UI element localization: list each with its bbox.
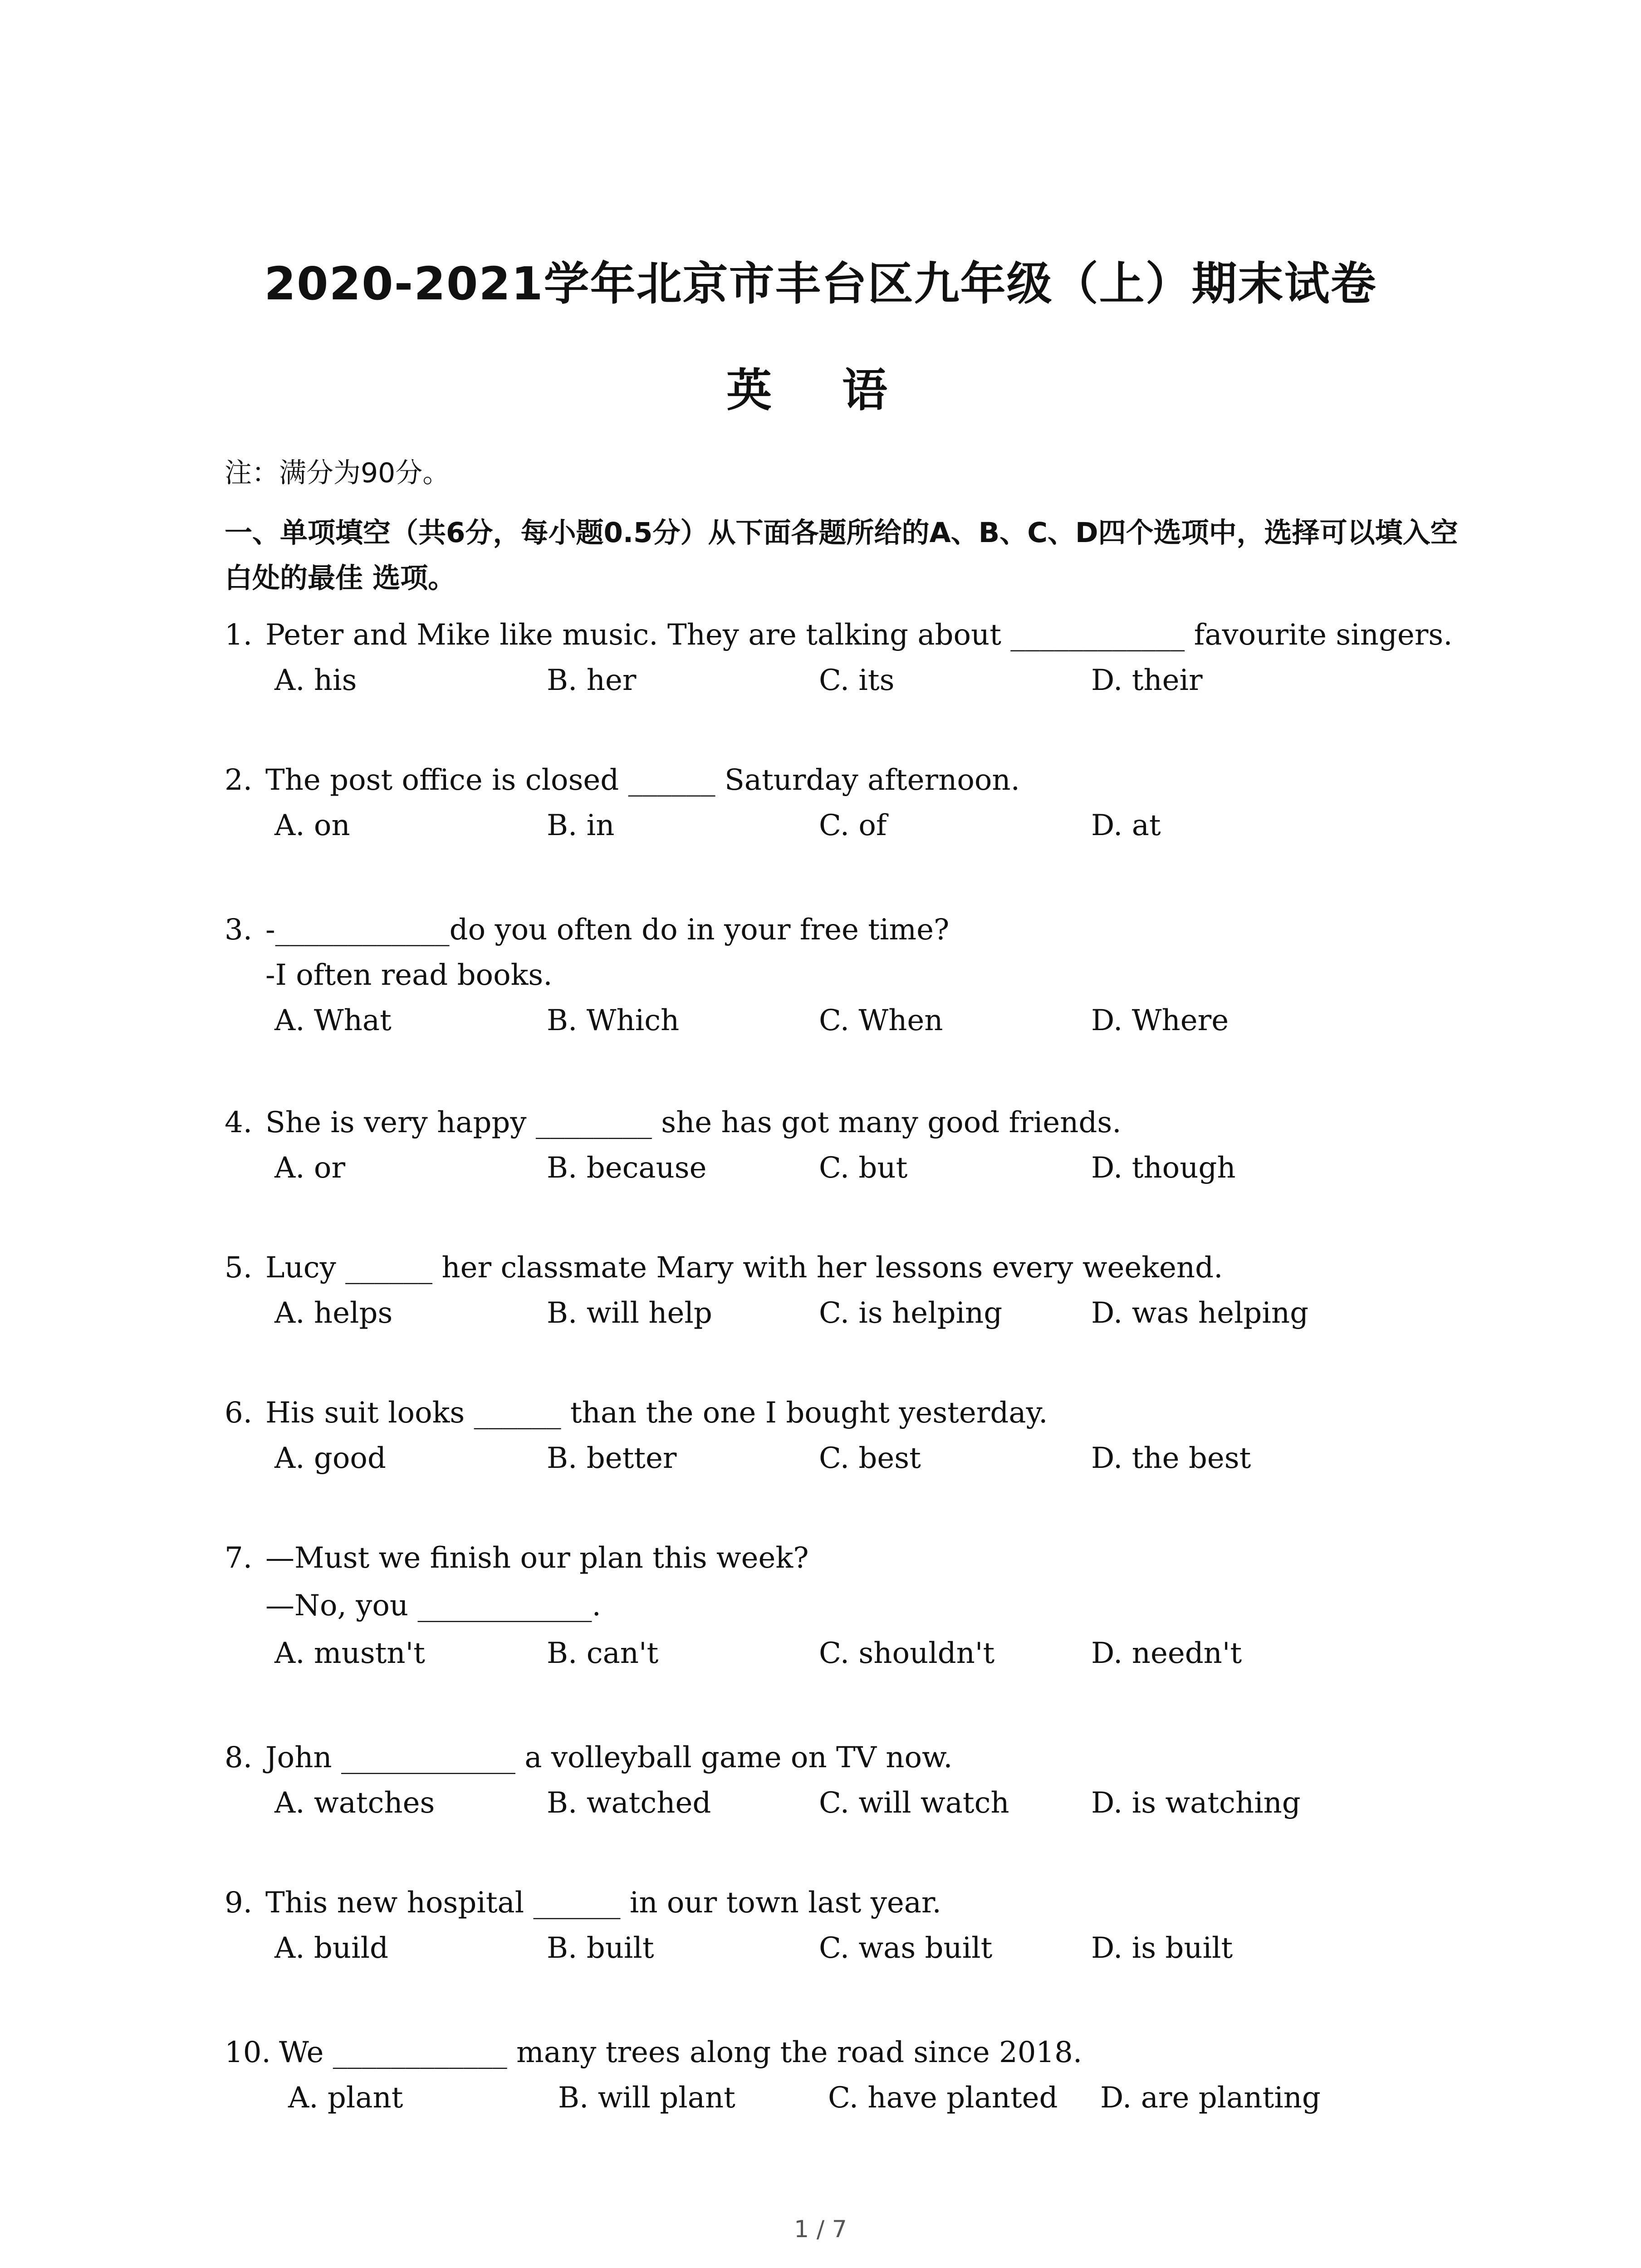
option-d: D. is built (1091, 1931, 1233, 1965)
question-stem: The post office is closed ______ Saturday afternoon. (265, 763, 1020, 797)
question-number: 5. (225, 1251, 253, 1285)
question-number: 1. (225, 618, 253, 652)
question-10 (225, 2030, 1586, 2121)
subject-title: 英 语 (726, 364, 915, 417)
option-a: A. or (274, 1151, 346, 1185)
option-a: A. on (274, 809, 350, 842)
option-a: A. plant (288, 2081, 403, 2115)
option-b: B. Which (547, 1004, 680, 1037)
option-c: C. but (819, 1151, 908, 1185)
question-stem: She is very happy ________ she has got many good friends. (265, 1106, 1122, 1139)
option-a: A. good (274, 1442, 386, 1475)
question-number: 7. (225, 1541, 253, 1575)
question-stem: We ____________ many trees along the road since 2018. (279, 2036, 1083, 2069)
option-d: D. was helping (1091, 1296, 1309, 1330)
question-number: 4. (225, 1106, 253, 1139)
question-stem: John ____________ a volleyball game on TV now. (265, 1741, 953, 1774)
option-c: C. is helping (819, 1296, 1003, 1330)
score-note: 注：满分为90分。 (225, 457, 450, 489)
option-b: B. her (547, 664, 637, 697)
question-number: 2. (225, 763, 253, 797)
question-8 (225, 1735, 1586, 1826)
option-a: A. helps (274, 1296, 393, 1330)
section-heading: 一、单项填空（共6分，每小题0.5分）从下面各题所给的A、B、C、D四个选项中，选择可以填入空白处的最佳 选项。 (225, 517, 1458, 594)
option-d: D. at (1091, 809, 1161, 842)
question-stem: —Must we finish our plan this week? (265, 1541, 809, 1575)
question-6 (225, 1390, 1586, 1481)
option-a: A. build (274, 1931, 388, 1965)
question-answer-line: —No, you ____________. (265, 1589, 601, 1623)
option-a: A. his (274, 664, 357, 697)
question-7 (225, 1535, 1586, 1676)
question-stem: Lucy ______ her classmate Mary with her lessons every weekend. (265, 1251, 1223, 1285)
question-5 (225, 1245, 1586, 1336)
question-number: 10. (225, 2036, 271, 2069)
question-answer-line: -I often read books. (265, 958, 553, 992)
question-1 (225, 612, 1586, 703)
question-4 (225, 1100, 1586, 1191)
question-stem: Peter and Mike like music. They are talking about ____________ favourite singers. (265, 618, 1453, 652)
question-2 (225, 758, 1586, 848)
option-d: D. though (1091, 1151, 1236, 1185)
option-c: C. will watch (819, 1786, 1009, 1820)
option-b: B. built (547, 1931, 654, 1965)
question-number: 6. (225, 1396, 253, 1430)
option-b: B. can't (547, 1637, 659, 1670)
option-c: C. of (819, 809, 887, 842)
option-d: D. their (1091, 664, 1203, 697)
page-number: 1 / 7 (794, 2216, 847, 2243)
option-d: D. is watching (1091, 1786, 1301, 1820)
option-d: D. Where (1091, 1004, 1229, 1037)
option-a: A. watches (274, 1786, 435, 1820)
question-number: 9. (225, 1886, 253, 1920)
question-9 (225, 1880, 1586, 1971)
option-b: B. better (547, 1442, 677, 1475)
option-d: D. are planting (1100, 2081, 1321, 2115)
question-stem: -____________do you often do in your free time? (265, 913, 950, 947)
option-b: B. will plant (558, 2081, 735, 2115)
option-b: B. in (547, 809, 615, 842)
question-number: 8. (225, 1741, 253, 1774)
option-c: C. was built (819, 1931, 993, 1965)
option-a: A. mustn't (274, 1637, 425, 1670)
question-number: 3. (225, 913, 253, 947)
option-d: D. needn't (1091, 1637, 1242, 1670)
option-c: C. its (819, 664, 895, 697)
option-c: C. have planted (828, 2081, 1058, 2115)
page-title: 2020-2021学年北京市丰台区九年级（上）期末试卷 (264, 257, 1377, 310)
option-a: A. What (274, 1004, 392, 1037)
question-stem: His suit looks ______ than the one I bought yesterday. (265, 1396, 1048, 1430)
option-d: D. the best (1091, 1442, 1251, 1475)
question-3 (225, 907, 1586, 1043)
question-stem: This new hospital ______ in our town last year. (265, 1886, 941, 1920)
option-c: C. shouldn't (819, 1637, 995, 1670)
option-c: C. best (819, 1442, 921, 1475)
option-b: B. watched (547, 1786, 711, 1820)
option-b: B. because (547, 1151, 707, 1185)
option-c: C. When (819, 1004, 943, 1037)
option-b: B. will help (547, 1296, 712, 1330)
